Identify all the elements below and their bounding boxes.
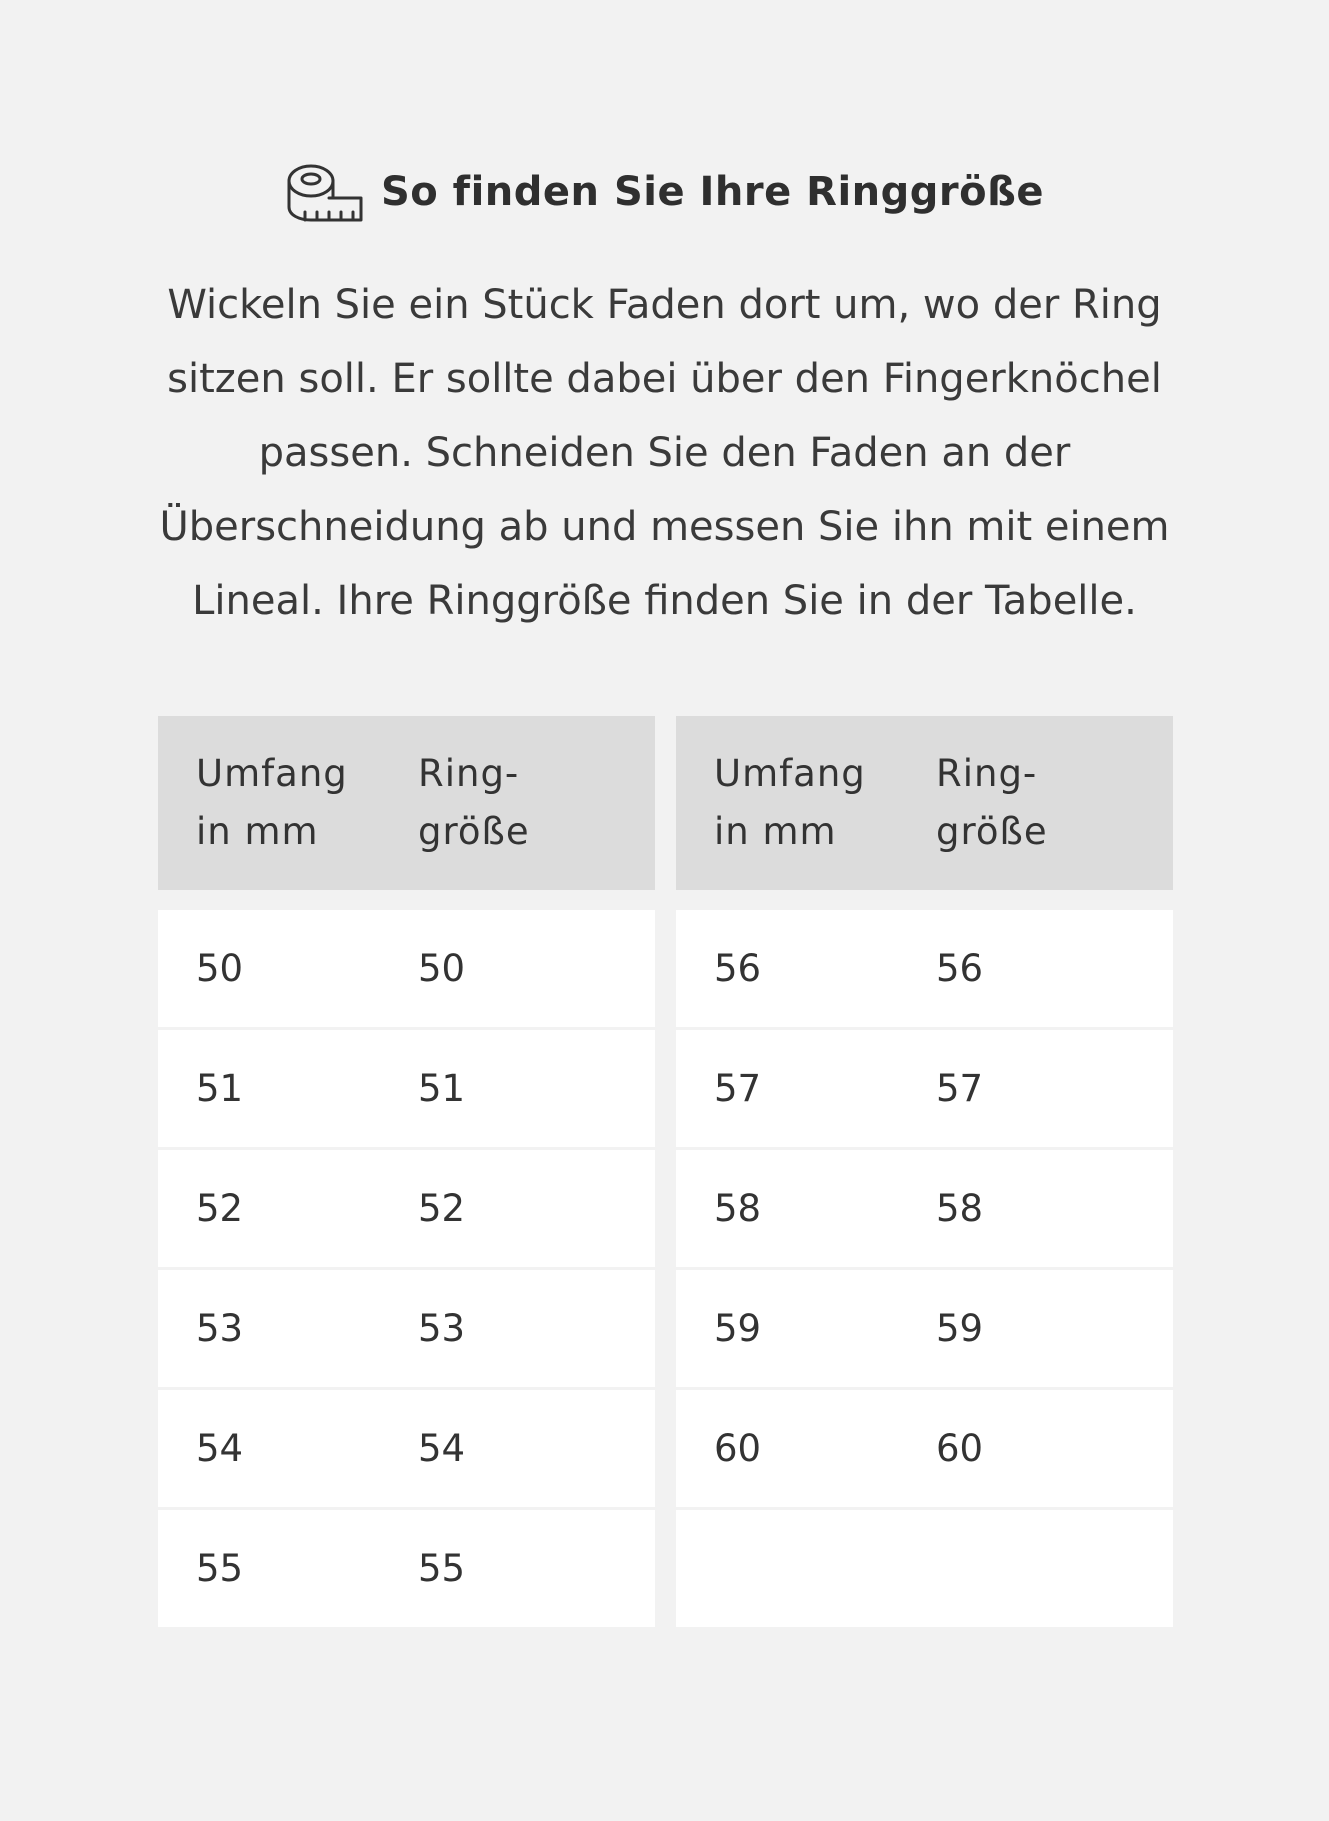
ring-size-table-right — [676, 716, 1173, 1627]
table-row — [676, 1150, 1173, 1267]
header-ring-size — [418, 745, 530, 861]
cell-circumference: 55 — [196, 1547, 244, 1590]
table-row — [158, 1150, 655, 1267]
section-heading — [0, 160, 1329, 224]
cell-circumference: 56 — [714, 947, 762, 990]
table-row — [158, 1390, 655, 1507]
cell-circumference: 51 — [196, 1067, 244, 1110]
instructions-text — [100, 268, 1229, 638]
header-line: Ring- — [418, 752, 520, 795]
instructions-line: passen. Schneiden Sie den Faden an der — [258, 430, 1071, 476]
table-row-empty — [676, 1510, 1173, 1627]
header-line: größe — [418, 810, 530, 853]
header-line: Ring- — [936, 752, 1038, 795]
instructions-line: sitzen soll. Er sollte dabei über den Fingerknöchel — [167, 356, 1162, 402]
table-row — [676, 1270, 1173, 1387]
cell-ring-size: 58 — [936, 1187, 984, 1230]
ring-size-tables — [158, 716, 1173, 1627]
header-line: in mm — [196, 810, 319, 853]
cell-circumference: 57 — [714, 1067, 762, 1110]
measuring-tape-icon — [285, 160, 365, 224]
cell-ring-size: 55 — [418, 1547, 466, 1590]
instructions-line: Wickeln Sie ein Stück Faden dort um, wo der Ring — [167, 282, 1162, 328]
cell-ring-size: 54 — [418, 1427, 466, 1470]
header-ring-size — [936, 745, 1048, 861]
instructions-line: Überschneidung ab und messen Sie ihn mit einem — [159, 504, 1170, 550]
table-row — [158, 910, 655, 1027]
cell-ring-size: 57 — [936, 1067, 984, 1110]
instructions-line: Lineal. Ihre Ringgröße finden Sie in der Tabelle. — [192, 578, 1137, 624]
page-title: So finden Sie Ihre Ringgröße — [380, 169, 1045, 215]
table-row — [158, 1510, 655, 1627]
table-row — [158, 1270, 655, 1387]
cell-circumference: 52 — [196, 1187, 244, 1230]
header-circumference — [676, 745, 936, 861]
header-line: Umfang — [714, 752, 866, 795]
ring-size-table-left — [158, 716, 655, 1627]
table-row — [676, 1390, 1173, 1507]
cell-ring-size: 52 — [418, 1187, 466, 1230]
cell-ring-size: 51 — [418, 1067, 466, 1110]
header-line: größe — [936, 810, 1048, 853]
cell-circumference: 53 — [196, 1307, 244, 1350]
table-row — [158, 1030, 655, 1147]
header-line: in mm — [714, 810, 837, 853]
table-header — [676, 716, 1173, 890]
cell-ring-size: 56 — [936, 947, 984, 990]
header-line: Umfang — [196, 752, 348, 795]
table-row — [676, 1030, 1173, 1147]
cell-circumference: 58 — [714, 1187, 762, 1230]
cell-circumference: 54 — [196, 1427, 244, 1470]
cell-ring-size: 59 — [936, 1307, 984, 1350]
cell-ring-size: 50 — [418, 947, 466, 990]
cell-circumference: 59 — [714, 1307, 762, 1350]
cell-circumference: 50 — [196, 947, 244, 990]
header-circumference — [158, 745, 418, 861]
table-header — [158, 716, 655, 890]
cell-ring-size: 53 — [418, 1307, 466, 1350]
cell-ring-size: 60 — [936, 1427, 984, 1470]
table-row — [676, 910, 1173, 1027]
cell-circumference: 60 — [714, 1427, 762, 1470]
